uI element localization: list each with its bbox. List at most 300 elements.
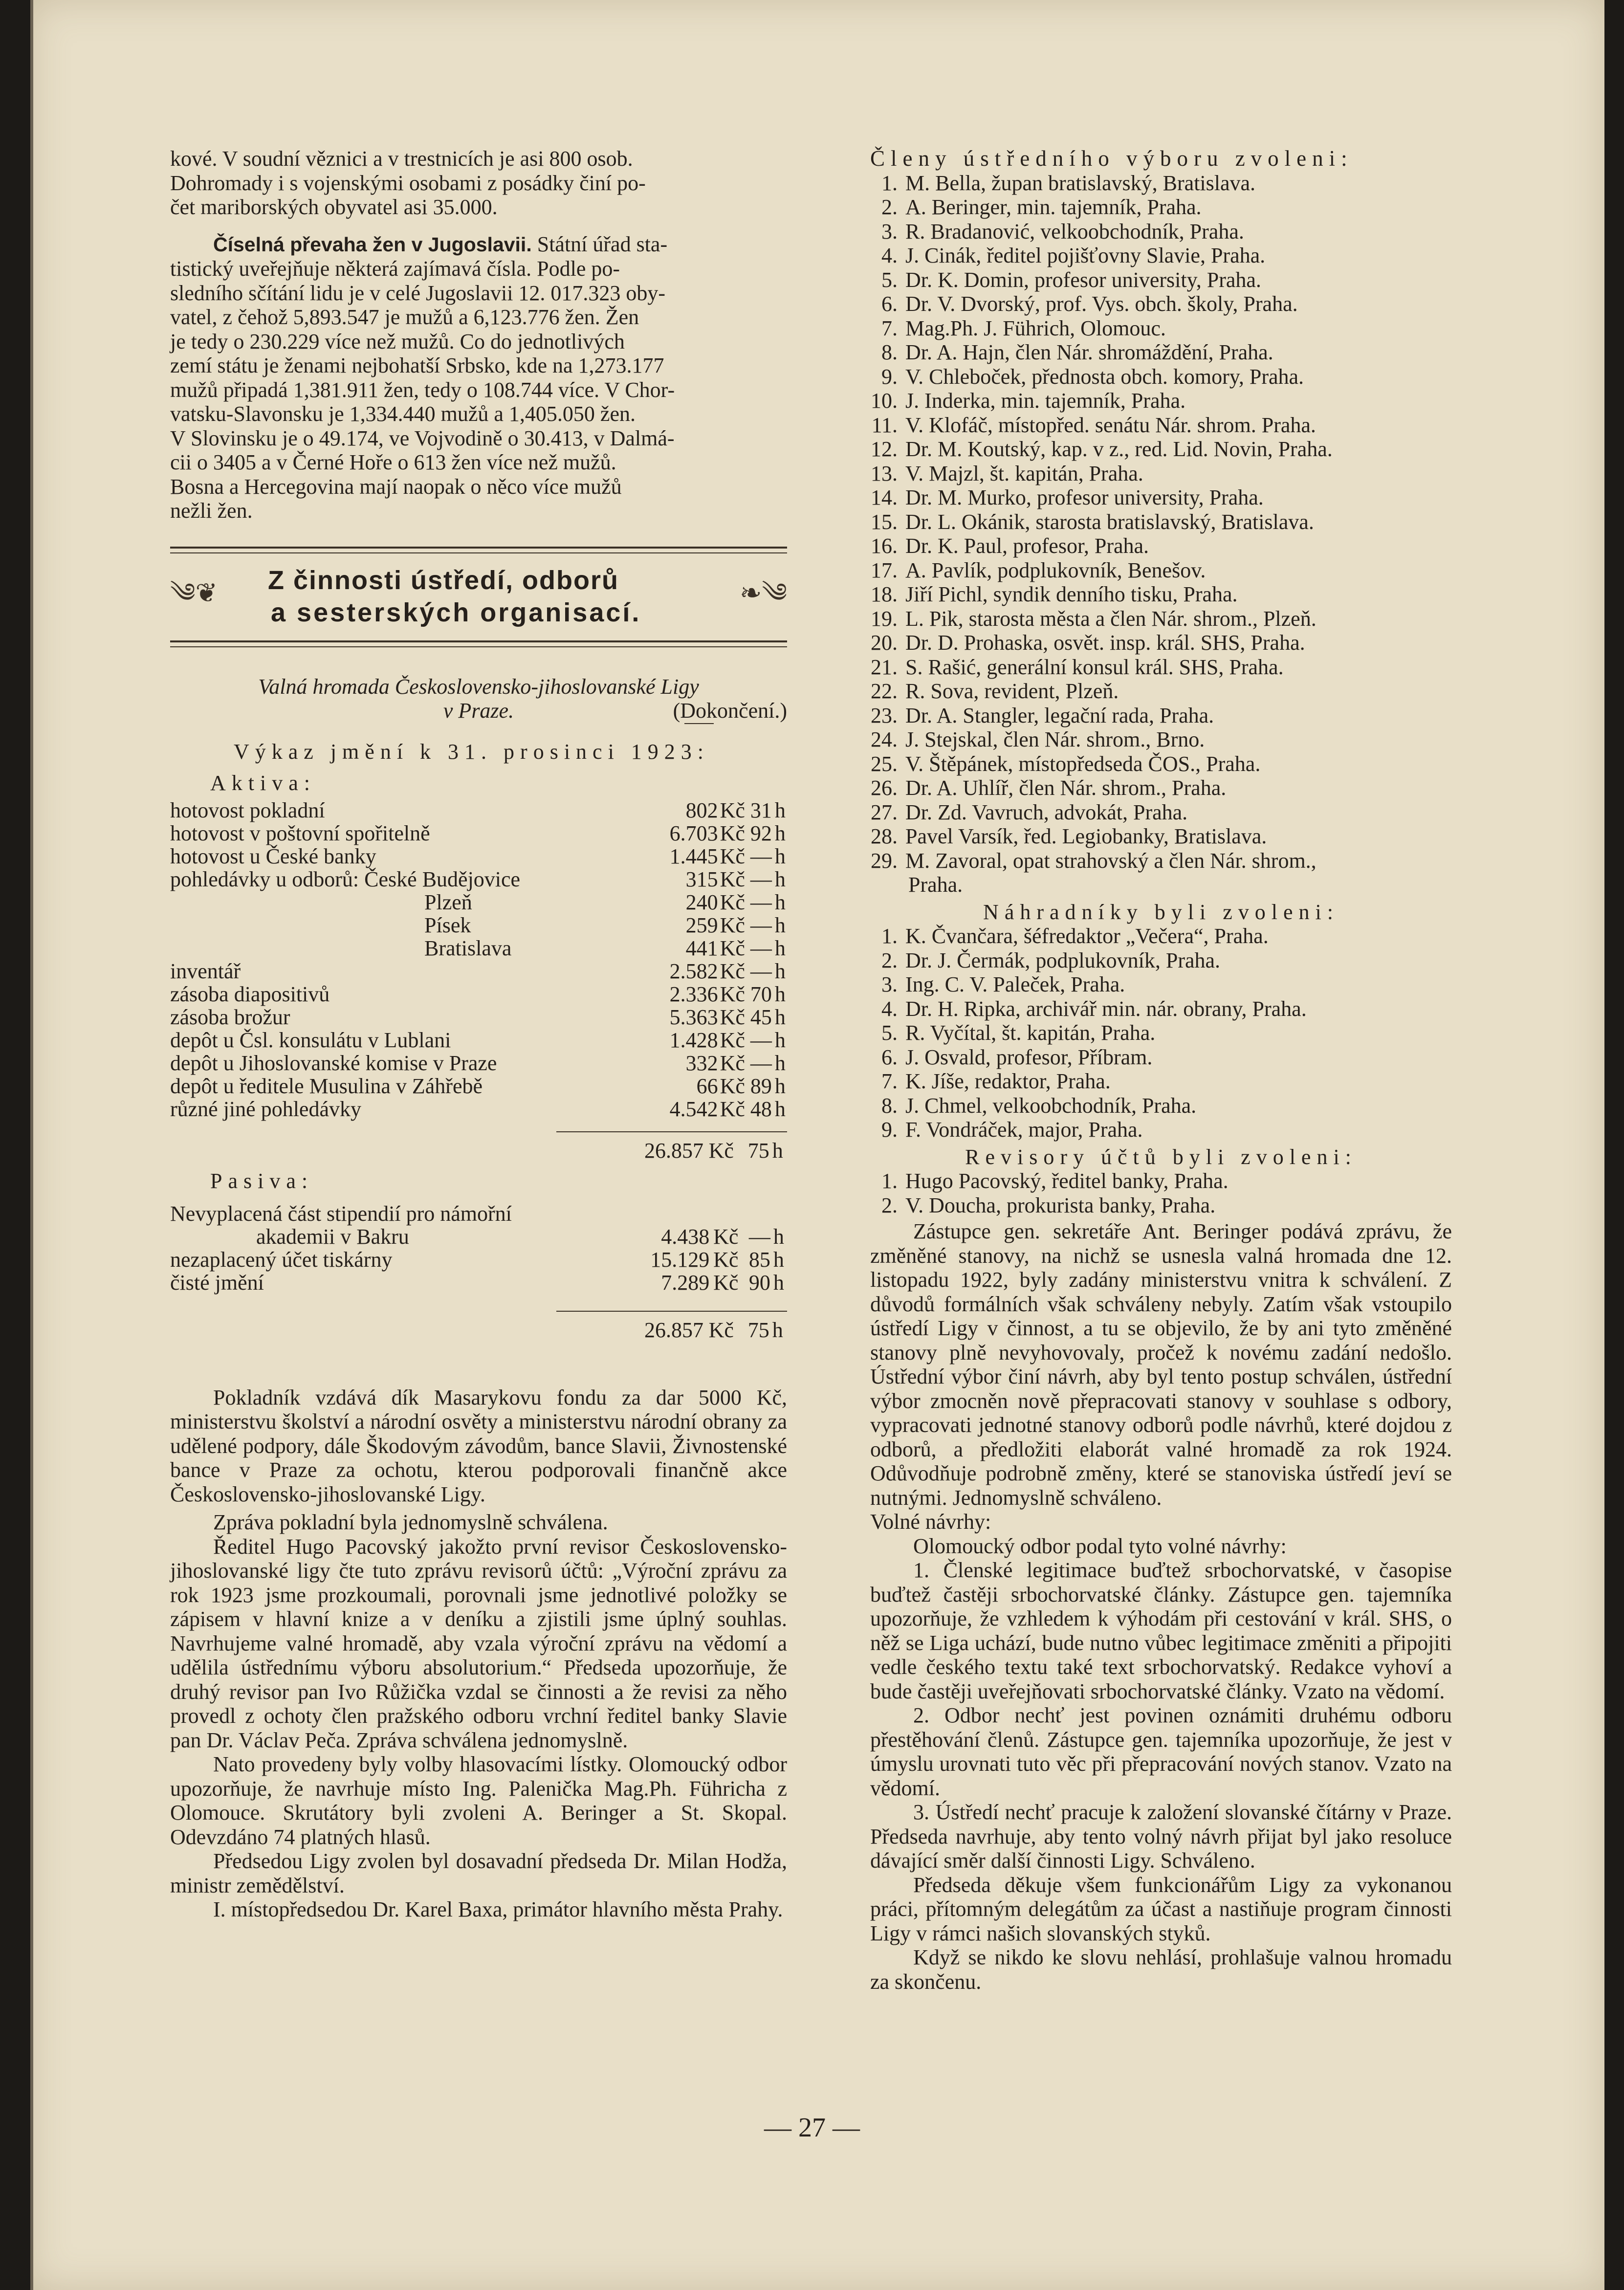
list-item bbox=[870, 268, 1452, 292]
asset-row bbox=[170, 891, 787, 914]
section-title-line1: Z činnosti ústředí, odborů bbox=[268, 565, 619, 595]
assets-total-table bbox=[170, 1139, 787, 1162]
asset-hal: — bbox=[750, 1051, 772, 1075]
auditors-list bbox=[870, 1169, 1452, 1217]
liab-row bbox=[170, 1248, 787, 1271]
assets-total-row bbox=[170, 1139, 787, 1162]
list-item bbox=[870, 365, 1452, 389]
list-item-number: 13. bbox=[871, 461, 898, 485]
asset-amount: 240 bbox=[685, 890, 718, 914]
list-item-number: 14. bbox=[871, 485, 898, 509]
list-item bbox=[870, 582, 1452, 607]
liab-currency: Kč bbox=[713, 1247, 739, 1272]
asset-label: hotovost v poštovní spořitelně bbox=[170, 821, 430, 845]
list-item-number: 28. bbox=[871, 824, 898, 848]
auditors-heading: Revisory účtů byli zvoleni: bbox=[965, 1145, 1357, 1169]
list-item-text: R. Sova, revident, Plzeň. bbox=[905, 679, 1119, 703]
list-item-number: 8. bbox=[881, 340, 898, 364]
list-item-number: 18. bbox=[871, 582, 898, 606]
list-item-text: Dr. M. Koutský, kap. v z., red. Lid. Novin, Praha. bbox=[905, 437, 1333, 461]
intro-line: Dohromady i s vojenskými osobami z posádky činí po- bbox=[170, 171, 646, 195]
list-item bbox=[870, 752, 1452, 776]
spacer bbox=[170, 1139, 632, 1162]
women-line: mužů připadá 1,381.911 žen, tedy o 108.744 více. V Chor- bbox=[170, 377, 675, 402]
women-paragraph bbox=[170, 232, 787, 257]
section-header bbox=[170, 547, 787, 647]
body-paragraph: Olomoucký odbor podal tyto volné návrhy: bbox=[913, 1534, 1287, 1558]
list-item-text: J. Cinák, ředitel pojišťovny Slavie, Praha. bbox=[905, 243, 1266, 267]
article-title-line2-row bbox=[170, 699, 787, 723]
list-item-number: 12. bbox=[871, 437, 898, 461]
asset-currency: Kč bbox=[720, 1028, 745, 1052]
women-line: Bosna a Hercegovina mají naopak o něco více mužů bbox=[170, 474, 622, 499]
asset-label: inventář bbox=[170, 959, 241, 983]
women-line: sledního sčítání lidu je v celé Jugoslavii 12. 017.323 oby- bbox=[170, 281, 666, 305]
asset-amount: 441 bbox=[685, 936, 718, 960]
list-item bbox=[870, 972, 1452, 997]
liab-amount: 15.129 bbox=[650, 1247, 710, 1272]
women-heading: Číselná převaha žen v Jugoslavii. bbox=[213, 233, 532, 256]
asset-hal: — bbox=[750, 867, 772, 891]
liabilities-sum-rule bbox=[556, 1311, 787, 1312]
body-paragraph: Předseda děkuje všem funkcionářům Ligy za vykonanou práci, přítomným delegátům za účast a nastiňuje program činnosti Ligy v rámci našich slovanských styků. bbox=[870, 1872, 1452, 1945]
assets-table bbox=[170, 799, 787, 1121]
total-hal: 75 bbox=[747, 1318, 769, 1342]
committee-last-cont: Praha. bbox=[908, 873, 963, 897]
body-paragraph: Předsedou Ligy zvolen byl dosavadní předseda Dr. Milan Hodža, ministr zemědělství. bbox=[170, 1849, 787, 1897]
asset-row bbox=[170, 845, 787, 868]
asset-label: hotovost pokladní bbox=[170, 798, 325, 822]
asset-hal: — bbox=[750, 936, 772, 960]
list-item bbox=[870, 485, 1452, 510]
liab-amount: 7.289 bbox=[661, 1270, 710, 1295]
asset-row bbox=[170, 868, 787, 891]
list-item-text: Ing. C. V. Paleček, Praha. bbox=[905, 972, 1125, 996]
list-item bbox=[870, 849, 1452, 873]
asset-currency: Kč bbox=[720, 1074, 745, 1098]
list-item-number: 6. bbox=[881, 1045, 898, 1069]
list-item-text: Dr. H. Ripka, archivář min. nár. obrany, Praha. bbox=[905, 996, 1307, 1021]
asset-currency: Kč bbox=[720, 1097, 745, 1121]
asset-currency: Kč bbox=[720, 936, 745, 960]
list-item-number: 17. bbox=[871, 558, 898, 582]
list-item-number: 1. bbox=[881, 171, 898, 195]
statement-heading: Výkaz jmění k 31. prosinci 1923: bbox=[234, 740, 710, 764]
asset-label: Písek bbox=[424, 913, 471, 937]
asset-amount: 4.542 bbox=[669, 1097, 718, 1121]
list-item bbox=[870, 924, 1452, 948]
asset-row bbox=[170, 937, 787, 960]
assets-heading: Aktiva: bbox=[210, 771, 316, 795]
asset-currency: Kč bbox=[720, 844, 745, 868]
list-item-number: 24. bbox=[871, 727, 898, 751]
substitutes-heading: Náhradníky byli zvoleni: bbox=[983, 900, 1339, 924]
list-item-text: Pavel Varsík, řed. Legiobanky, Bratislava. bbox=[905, 824, 1267, 848]
list-item bbox=[870, 1193, 1452, 1218]
list-item-text: J. Osvald, profesor, Příbram. bbox=[905, 1045, 1153, 1069]
asset-h: h bbox=[774, 913, 786, 937]
list-item-number: 15. bbox=[871, 509, 898, 534]
list-item-text: Dr. V. Dvorský, prof. Vys. obch. školy, Praha. bbox=[905, 292, 1298, 316]
liabilities-table bbox=[170, 1202, 787, 1294]
list-item-number: 3. bbox=[881, 972, 898, 996]
liab-currency: Kč bbox=[713, 1270, 739, 1295]
asset-amount: 1.428 bbox=[669, 1028, 718, 1052]
list-item bbox=[870, 997, 1452, 1021]
page-number: — 27 — bbox=[764, 2113, 860, 2143]
list-item bbox=[870, 607, 1452, 631]
asset-currency: Kč bbox=[720, 890, 745, 914]
list-item bbox=[870, 292, 1452, 316]
asset-currency: Kč bbox=[720, 913, 745, 937]
asset-hal: — bbox=[750, 959, 772, 983]
body-paragraph: Ředitel Hugo Pacovský jakožto první revisor Československo-jihoslovanské ligy čte tuto zprávu revisorů účtů: „Výroční zprávu za rok 1923 jsme prozkoumali, porovnali jsme jednotlivé položky se zápisem v hlavní knize a v deníku a zjistili jsme úplný souhlas. Navrhujeme valné hromadě, aby vzala výroční zprávu na vědomí a udělila ústřednímu výboru absolutorium.“ Předseda upozorňuje, že druhý revisor pan Ivo Růžička vzdal se činnosti a že revisi za něho provedl z ochoty člen pražského odboru vrchní ředitel banky Slavie pan Dr. Václav Peča. Zpráva schválena jednomyslně. bbox=[170, 1534, 787, 1752]
asset-label: Bratislava bbox=[424, 936, 512, 960]
liab-h: h bbox=[773, 1224, 784, 1249]
asset-hal: 31 bbox=[750, 798, 772, 822]
list-item bbox=[870, 1118, 1452, 1142]
list-item-number: 22. bbox=[871, 679, 898, 703]
list-item-number: 23. bbox=[871, 703, 898, 727]
asset-h: h bbox=[774, 890, 786, 914]
women-line: cii o 3405 a v Černé Hoře o 613 žen více než mužů. bbox=[170, 450, 616, 474]
ornament-right-icon: ❧༄ bbox=[740, 577, 787, 608]
list-item-number: 5. bbox=[881, 267, 898, 292]
list-item-number: 1. bbox=[881, 924, 898, 948]
asset-currency: Kč bbox=[720, 798, 745, 822]
list-item-number: 2. bbox=[881, 195, 898, 219]
list-item bbox=[870, 1094, 1452, 1118]
liab-row bbox=[170, 1225, 787, 1248]
list-item bbox=[870, 776, 1452, 800]
list-item-text: Mag.Ph. J. Führich, Olomouc. bbox=[905, 316, 1166, 340]
asset-hal: — bbox=[750, 844, 772, 868]
list-item-text: F. Vondráček, major, Praha. bbox=[905, 1118, 1143, 1142]
asset-hal: — bbox=[750, 890, 772, 914]
substitutes-list bbox=[870, 924, 1452, 1142]
liabilities-total-table bbox=[170, 1319, 787, 1342]
list-item-number: 7. bbox=[881, 316, 898, 340]
asset-hal: 89 bbox=[750, 1074, 772, 1098]
asset-label: různé jiné pohledávky bbox=[170, 1097, 361, 1121]
list-item-number: 8. bbox=[881, 1093, 898, 1118]
list-item-text: A. Beringer, min. tajemník, Praha. bbox=[905, 195, 1202, 219]
list-item bbox=[870, 462, 1452, 486]
list-item bbox=[870, 171, 1452, 196]
body-paragraph: Nato provedeny byly volby hlasovacími lístky. Olomoucký odbor upozorňuje, že navrhuje místo Ing. Palenička Mag.Ph. Führicha z Olomouce. Skrutátory byli zvoleni A. Beringer a St. Skopal. Odevzdáno 74 platných hlasů. bbox=[170, 1752, 787, 1849]
asset-hal: 45 bbox=[750, 1005, 772, 1029]
asset-h: h bbox=[774, 936, 786, 960]
asset-row bbox=[170, 1075, 787, 1098]
list-item-number: 5. bbox=[881, 1021, 898, 1045]
liab-hal: 90 bbox=[748, 1270, 770, 1295]
list-item-text: R. Bradanović, velkoobchodník, Praha. bbox=[905, 219, 1244, 243]
women-line: vatel, z čehož 5,893.547 je mužů a 6,123.776 žen. Žen bbox=[170, 305, 639, 329]
asset-amount: 5.363 bbox=[669, 1005, 718, 1029]
body-paragraph: Když se nikdo ke slovu nehlásí, prohlašuje valnou hromadu za skončenu. bbox=[870, 1945, 1452, 1994]
liabilities-total-row bbox=[170, 1319, 787, 1342]
list-item-number: 29. bbox=[871, 848, 898, 873]
list-item-text: Dr. K. Domin, profesor university, Praha. bbox=[905, 267, 1261, 292]
asset-row bbox=[170, 799, 787, 822]
asset-h: h bbox=[774, 959, 786, 983]
intro-line: čet mariborských obyvatel asi 35.000. bbox=[170, 195, 498, 219]
asset-hal: — bbox=[750, 913, 772, 937]
list-item bbox=[870, 679, 1452, 704]
asset-hal: — bbox=[750, 1028, 772, 1052]
list-item-text: Dr. L. Okánik, starosta bratislavský, Bratislava. bbox=[905, 509, 1314, 534]
women-line: tistický uveřejňuje některá zajímavá čísla. Podle po- bbox=[170, 257, 620, 281]
list-item bbox=[870, 948, 1452, 973]
total-h: h bbox=[772, 1139, 783, 1163]
liab-amount: 4.438 bbox=[661, 1224, 710, 1249]
article-title: Valná hromada Československo-jihoslovanské Ligy bbox=[258, 674, 699, 699]
total-currency: Kč bbox=[708, 1318, 734, 1342]
liab-label: nezaplacený účet tiskárny bbox=[170, 1247, 393, 1272]
liab-hal: — bbox=[748, 1224, 770, 1249]
list-item-text: K. Čvančara, šéfredaktor „Večera“, Praha. bbox=[905, 924, 1269, 948]
list-item-number: 4. bbox=[881, 996, 898, 1021]
total-hal: 75 bbox=[747, 1139, 769, 1163]
asset-currency: Kč bbox=[720, 959, 745, 983]
list-item-text: Dr. A. Uhlíř, člen Nár. shrom., Praha. bbox=[905, 776, 1227, 800]
liabilities-heading: Pasiva: bbox=[210, 1169, 314, 1193]
list-item-text: V. Majzl, št. kapitán, Praha. bbox=[905, 461, 1143, 485]
list-item-number: 16. bbox=[871, 534, 898, 558]
women-line: nežli žen. bbox=[170, 499, 253, 523]
asset-label: zásoba diapositivů bbox=[170, 982, 330, 1006]
list-item-text: J. Inderka, min. tajemník, Praha. bbox=[905, 389, 1186, 413]
asset-label: pohledávky u odborů: České Budějovice bbox=[170, 867, 521, 891]
body-paragraph: 1. Členské legitimace buďtež srbochorvatské, v časopise buďtež častěji srbochorvatské články. Zástupce gen. tajemníka upozorňuje, že vzhledem k výhodám při cestování v král. SHS, o něž se Liga uchází, bude nutno vůbec legitimace změniti a připojiti vedle českého textu také text srbochorvatský. Redakce vyhoví a bude častěji uveřejňovati srbochorvatské články. Vzato na vědomí. bbox=[870, 1558, 1452, 1703]
list-item-number: 2. bbox=[881, 1193, 898, 1217]
list-item-text: Dr. Zd. Vavruch, advokát, Praha. bbox=[905, 800, 1188, 824]
list-item bbox=[870, 389, 1452, 413]
section-title bbox=[268, 564, 689, 629]
list-item bbox=[870, 824, 1452, 849]
list-item-number: 19. bbox=[871, 606, 898, 631]
list-item-text: Dr. M. Murko, profesor university, Praha. bbox=[905, 485, 1264, 509]
women-line: zemí státu je ženami nejbohatší Srbsko, kde na 1,273.177 bbox=[170, 353, 664, 377]
asset-amount: 802 bbox=[685, 798, 718, 822]
list-item bbox=[870, 510, 1452, 534]
asset-hal: 92 bbox=[750, 821, 772, 845]
asset-currency: Kč bbox=[720, 821, 745, 845]
liab-label: čisté jmění bbox=[170, 1270, 264, 1295]
article-title-line2: v Praze. bbox=[443, 699, 514, 723]
asset-h: h bbox=[774, 867, 786, 891]
list-item bbox=[870, 243, 1452, 268]
list-item-text: V. Štěpánek, místopředseda ČOS., Praha. bbox=[905, 751, 1261, 776]
list-item bbox=[870, 413, 1452, 438]
list-item-text: K. Jíše, redaktor, Praha. bbox=[905, 1069, 1111, 1093]
body-paragraph: 2. Odbor nechť jest povinen oznámiti druhému odboru přestěhování členů. Zástupce gen. tajemníka upozorňuje, že jest v úmyslu urovnati tuto věc při přepracování nových stanov. Vzato na vědomí. bbox=[870, 1703, 1452, 1800]
list-item bbox=[870, 220, 1452, 244]
list-item-text: V. Klofáč, místopřed. senátu Nár. shrom. Praha. bbox=[905, 413, 1316, 437]
list-item bbox=[870, 704, 1452, 728]
asset-label: depôt u Jihoslovanské komise v Praze bbox=[170, 1051, 497, 1075]
page-binding-edge bbox=[30, 0, 33, 2290]
list-item-number: 9. bbox=[881, 364, 898, 389]
liab-row bbox=[170, 1202, 787, 1225]
asset-hal: 70 bbox=[750, 982, 772, 1006]
list-item-text: Dr. J. Čermák, podplukovník, Praha. bbox=[905, 948, 1221, 972]
ornament-left-icon: ༄❦ bbox=[170, 577, 218, 608]
asset-amount: 6.703 bbox=[669, 821, 718, 845]
asset-h: h bbox=[774, 1051, 786, 1075]
list-item bbox=[870, 316, 1452, 341]
list-item bbox=[870, 631, 1452, 655]
list-item-number: 3. bbox=[881, 219, 898, 243]
list-item bbox=[870, 655, 1452, 680]
asset-amount: 66 bbox=[696, 1074, 718, 1098]
body-paragraph: Zpráva pokladní byla jednomyslně schválena. bbox=[213, 1510, 608, 1534]
left-column bbox=[170, 147, 787, 1922]
list-item-number: 6. bbox=[881, 292, 898, 316]
list-item-text: L. Pik, starosta města a člen Nár. shrom., Plzeň. bbox=[905, 606, 1317, 631]
list-item bbox=[870, 1169, 1452, 1193]
list-item-number: 4. bbox=[881, 243, 898, 267]
spacer bbox=[170, 1319, 632, 1342]
list-item-text: Dr. K. Paul, profesor, Praha. bbox=[905, 534, 1149, 558]
liab-label: Nevyplacená část stipendií pro námořní bbox=[170, 1201, 512, 1226]
section-rule-bottom bbox=[170, 640, 787, 647]
intro-line: kové. V soudní věznici a v trestnicích je asi 800 osob. bbox=[170, 147, 633, 171]
section-rule-top bbox=[170, 547, 787, 553]
body-paragraph: Zástupce gen. sekretáře Ant. Beringer podává zprávu, že změněné stanovy, na nichž se usnesla valná hromada dne 12. listopadu 1922, byly zadány ministerstvu vnitra k schválení. Z důvodů formálních však schváleny nebyly. Zatím však vstoupilo ústředí Ligy v činnost, a tu se objevilo, že by ani tyto změněné stanovy plně nevyhovovaly, pročež k novému zadání nedošlo. Ústřední výbor činí návrh, aby byl tento postup schválen, ústřední výbor zmocněn nově přepracovati stanovy v souhlase s odbory, vypracovati jednotné stanovy odborů podle návrhů, které dojdou z odborů, a předložiti elaborát valné hromadě za rok 1924. Odůvodňuje podrobně změny, které se stanoviska ústředí jeví se nutnými. Jednomyslně schváleno. bbox=[870, 1219, 1452, 1510]
total-amount: 26.857 bbox=[644, 1318, 704, 1342]
body-paragraph: Pokladník vzdává dík Masarykovu fondu za dar 5000 Kč, ministerstvu školství a národní osvěty a ministerstvu národní obrany za udělené podpory, dále Škodovým závodům, bance Slavii, Živnostenské bance v Praze za ochotu, kterou podporovali finančně akce Československo-jihoslovanské Ligy. bbox=[170, 1385, 787, 1506]
asset-row bbox=[170, 960, 787, 983]
list-item bbox=[870, 195, 1452, 220]
asset-hal: 48 bbox=[750, 1097, 772, 1121]
asset-amount: 332 bbox=[685, 1051, 718, 1075]
list-item bbox=[870, 437, 1452, 462]
asset-amount: 2.582 bbox=[669, 959, 718, 983]
asset-label: depôt u ředitele Musulina v Záhřebě bbox=[170, 1074, 483, 1098]
women-line: vatsku-Slavonsku je 1,334.440 mužů a 1,405.050 žen. bbox=[170, 402, 636, 426]
list-item-number: 20. bbox=[871, 631, 898, 655]
total-amount: 26.857 bbox=[644, 1139, 704, 1163]
list-item-number: 25. bbox=[871, 751, 898, 776]
asset-amount: 1.445 bbox=[669, 844, 718, 868]
asset-row bbox=[170, 1006, 787, 1029]
list-item bbox=[870, 534, 1452, 558]
asset-h: h bbox=[774, 798, 786, 822]
list-item-number: 2. bbox=[881, 948, 898, 972]
body-paragraph: 3. Ústředí nechť pracuje k založení slovanské čítárny v Praze. Předseda navrhuje, aby tento volný návrh přijat byl jako resoluce dávající směr další činnosti Ligy. Schváleno. bbox=[870, 1800, 1452, 1872]
asset-amount: 259 bbox=[685, 913, 718, 937]
asset-currency: Kč bbox=[720, 867, 745, 891]
list-item-text: V. Doucha, prokurista banky, Praha. bbox=[905, 1193, 1216, 1217]
section-title-line2: a sesterských organisací. bbox=[271, 597, 641, 627]
asset-h: h bbox=[774, 1097, 786, 1121]
asset-label: hotovost u České banky bbox=[170, 844, 376, 868]
list-item-text: Dr. A. Stangler, legační rada, Praha. bbox=[905, 703, 1214, 727]
asset-amount: 2.336 bbox=[669, 982, 718, 1006]
liab-label: akademii v Bakru bbox=[256, 1224, 409, 1249]
assets-sum-rule bbox=[556, 1131, 787, 1132]
list-item-text: Jiří Pichl, syndik denního tisku, Praha. bbox=[905, 582, 1238, 606]
list-item bbox=[870, 558, 1452, 583]
liab-h: h bbox=[773, 1270, 784, 1295]
list-item-text: J. Stejskal, člen Nár. shrom., Brno. bbox=[905, 727, 1205, 751]
continuation-note: (Dokončení.) bbox=[673, 699, 787, 723]
list-item bbox=[870, 727, 1452, 752]
asset-h: h bbox=[774, 1074, 786, 1098]
list-item-text: S. Rašić, generální konsul král. SHS, Praha. bbox=[905, 655, 1284, 679]
list-item bbox=[870, 340, 1452, 365]
asset-row bbox=[170, 1098, 787, 1121]
asset-label: zásoba brožur bbox=[170, 1005, 290, 1029]
left-body bbox=[170, 1386, 787, 1922]
list-item bbox=[870, 1069, 1452, 1094]
liab-currency: Kč bbox=[713, 1224, 739, 1249]
asset-label: Plzeň bbox=[424, 890, 472, 914]
total-h: h bbox=[772, 1318, 783, 1342]
women-line: V Slovinsku je o 49.174, ve Vojvodině o 30.413, v Dalmá- bbox=[170, 426, 675, 450]
asset-h: h bbox=[774, 1028, 786, 1052]
list-item-text: M. Zavoral, opat strahovský a člen Nár. shrom., bbox=[905, 848, 1317, 873]
mini-rule bbox=[684, 723, 714, 724]
asset-row bbox=[170, 1052, 787, 1075]
list-item-text: V. Chleboček, přednosta obch. komory, Praha. bbox=[905, 364, 1304, 389]
assets-body bbox=[170, 799, 787, 1121]
asset-h: h bbox=[774, 821, 786, 845]
list-item-text: M. Bella, župan bratislavský, Bratislava. bbox=[905, 171, 1256, 195]
list-item-number: 9. bbox=[881, 1118, 898, 1142]
asset-currency: Kč bbox=[720, 982, 745, 1006]
list-item bbox=[870, 1045, 1452, 1070]
asset-row bbox=[170, 983, 787, 1006]
list-item-number: 21. bbox=[871, 655, 898, 679]
list-item-number: 11. bbox=[871, 413, 898, 437]
list-item-number: 26. bbox=[871, 776, 898, 800]
list-item-number: 27. bbox=[871, 800, 898, 824]
asset-currency: Kč bbox=[720, 1051, 745, 1075]
committee-heading: Členy ústředního výboru zvoleni: bbox=[870, 146, 1353, 171]
right-column bbox=[870, 147, 1452, 1994]
list-item-text: R. Vyčítal, št. kapitán, Praha. bbox=[905, 1021, 1156, 1045]
asset-row bbox=[170, 914, 787, 937]
list-item bbox=[870, 1021, 1452, 1045]
right-body bbox=[870, 1219, 1452, 1994]
women-text: Státní úřad sta- bbox=[537, 232, 668, 256]
liab-h: h bbox=[773, 1247, 784, 1272]
list-item-text: Hugo Pacovský, ředitel banky, Praha. bbox=[905, 1169, 1229, 1193]
asset-h: h bbox=[774, 844, 786, 868]
committee-list bbox=[870, 171, 1452, 873]
asset-h: h bbox=[774, 1005, 786, 1029]
asset-h: h bbox=[774, 982, 786, 1006]
asset-label: depôt u Čsl. konsulátu v Lublani bbox=[170, 1028, 451, 1052]
asset-row bbox=[170, 822, 787, 845]
asset-amount: 315 bbox=[685, 867, 718, 891]
liab-row bbox=[170, 1271, 787, 1294]
list-item-number: 1. bbox=[881, 1169, 898, 1193]
list-item-text: J. Chmel, velkoobchodník, Praha. bbox=[905, 1093, 1197, 1118]
asset-currency: Kč bbox=[720, 1005, 745, 1029]
list-item bbox=[870, 800, 1452, 825]
body-paragraph: I. místopředsedou Dr. Karel Baxa, primátor hlavního města Prahy. bbox=[213, 1897, 783, 1921]
list-item-text: Dr. A. Hajn, člen Nár. shromáždění, Praha. bbox=[905, 340, 1273, 364]
list-item-text: Dr. D. Prohaska, osvět. insp. král. SHS, Praha. bbox=[905, 631, 1305, 655]
list-item-number: 10. bbox=[871, 389, 898, 413]
asset-row bbox=[170, 1029, 787, 1052]
list-item-text: A. Pavlík, podplukovník, Benešov. bbox=[905, 558, 1206, 582]
total-currency: Kč bbox=[708, 1139, 734, 1163]
liab-hal: 85 bbox=[748, 1247, 770, 1272]
